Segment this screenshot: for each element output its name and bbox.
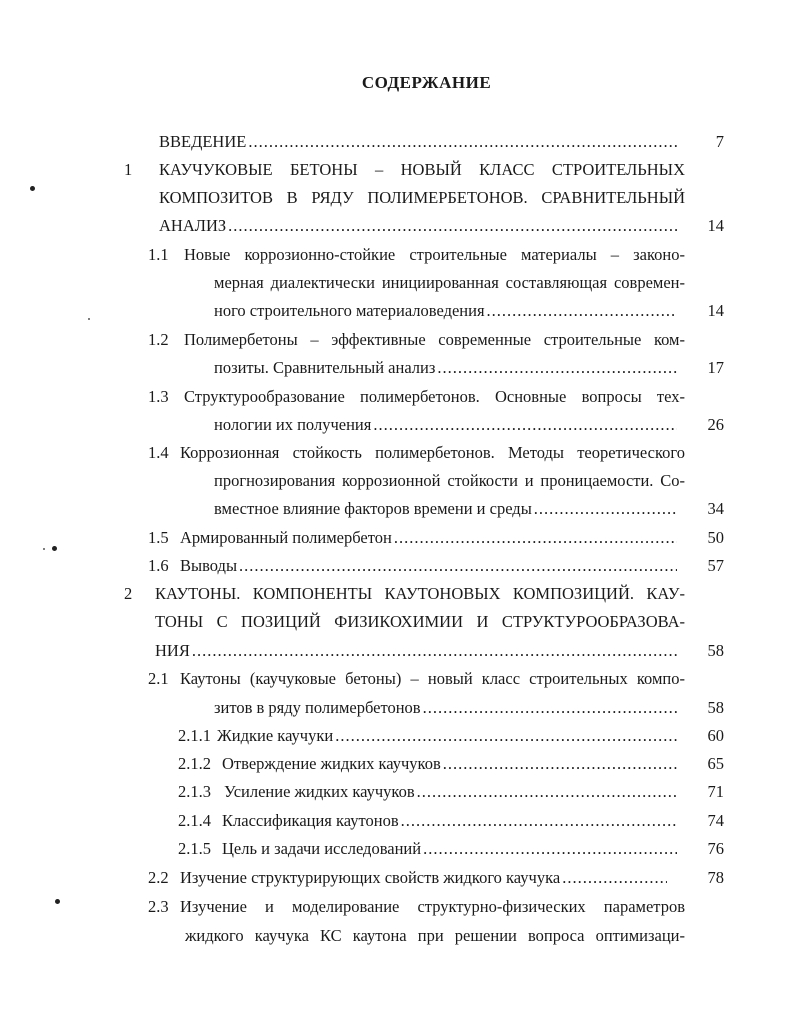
toc-entry-text[interactable]: прогнозирования коррозионной стойкости и проницаемости. Со- xyxy=(214,471,685,490)
toc-number: 2 xyxy=(124,584,133,603)
leader-dots xyxy=(394,528,677,548)
toc-entry-text: Цель и задачи исследований xyxy=(222,839,422,858)
scan-speck xyxy=(30,186,35,191)
toc-entry-1-2[interactable] xyxy=(214,358,679,378)
toc-entry-text: Усиление жидких каучуков xyxy=(224,782,415,801)
toc-page-number: 26 xyxy=(707,415,724,434)
toc-entry-text: НИЯ xyxy=(155,641,190,660)
leader-dots xyxy=(248,132,677,152)
toc-entry-2-2[interactable] xyxy=(180,868,669,888)
toc-number: 1.6 xyxy=(148,556,169,575)
toc-entry-text[interactable]: Коррозионная стойкость полимербетонов. Методы теоретического xyxy=(180,443,685,462)
toc-entry-2-1[interactable] xyxy=(214,698,679,718)
toc-number: 2.2 xyxy=(148,868,169,887)
leader-dots xyxy=(373,415,677,435)
toc-entry-1-3[interactable] xyxy=(214,415,679,435)
scan-speck xyxy=(55,899,60,904)
toc-page-number: 58 xyxy=(707,698,724,717)
toc-number: 1 xyxy=(124,160,133,179)
toc-page-number: 74 xyxy=(707,811,724,830)
toc-entry-text: Армированный полимербетон xyxy=(180,528,392,547)
toc-page-number: 76 xyxy=(707,839,724,858)
scan-speck xyxy=(43,548,45,550)
toc-page-number: 71 xyxy=(707,782,724,801)
leader-dots xyxy=(534,499,677,519)
toc-number: 2.1.1 xyxy=(178,726,211,745)
toc-number: 1.2 xyxy=(148,330,169,349)
toc-entry-1-4[interactable] xyxy=(214,499,679,519)
toc-entry-text: АНАЛИЗ xyxy=(159,216,227,235)
leader-dots xyxy=(487,301,677,321)
toc-entry-2-1-1[interactable] xyxy=(217,726,679,746)
toc-entry-1-5[interactable] xyxy=(180,528,679,548)
toc-number: 1.5 xyxy=(148,528,169,547)
toc-entry-text: Жидкие каучуки xyxy=(217,726,334,745)
toc-number: 1.1 xyxy=(148,245,169,264)
leader-dots xyxy=(417,782,677,802)
toc-number: 1.3 xyxy=(148,387,169,406)
toc-number: 2.3 xyxy=(148,897,169,916)
toc-entry-text[interactable]: Каутоны (каучуковые бетоны) – новый класс строительных компо- xyxy=(180,669,685,688)
toc-page-number: 60 xyxy=(707,726,724,745)
leader-dots xyxy=(239,556,677,576)
toc-entry-text[interactable]: КАУТОНЫ. КОМПОНЕНТЫ КАУТОНОВЫХ КОМПОЗИЦИЙ. КАУ- xyxy=(155,584,685,603)
toc-entry-intro[interactable] xyxy=(159,132,679,152)
toc-page-number: 50 xyxy=(707,528,724,547)
leader-dots xyxy=(562,868,667,888)
leader-dots xyxy=(228,216,677,236)
toc-page-number: 58 xyxy=(707,641,724,660)
toc-page-number: 65 xyxy=(707,754,724,773)
toc-number: 2.1.2 xyxy=(178,754,211,773)
toc-page-number: 17 xyxy=(707,358,724,377)
toc-entry-text[interactable]: Структурообразование полимербетонов. Основные вопросы тех- xyxy=(184,387,685,406)
toc-entry-text: позиты. Сравнительный анализ xyxy=(214,358,436,377)
toc-page-number: 78 xyxy=(707,868,724,887)
toc-entry-text[interactable]: КАУЧУКОВЫЕ БЕТОНЫ – НОВЫЙ КЛАСС СТРОИТЕЛЬНЫХ xyxy=(159,160,685,179)
scan-speck xyxy=(88,318,90,320)
toc-entry-text[interactable]: жидкого каучука КС каутона при решении вопроса оптимизаци- xyxy=(185,926,685,945)
toc-entry-1-1[interactable] xyxy=(214,301,679,321)
leader-dots xyxy=(401,811,677,831)
leader-dots xyxy=(192,641,677,661)
scan-speck xyxy=(52,546,57,551)
toc-entry-text[interactable]: КОМПОЗИТОВ В РЯДУ ПОЛИМЕРБЕТОНОВ. СРАВНИТЕЛЬНЫЙ xyxy=(159,188,685,207)
toc-entry-text: зитов в ряду полимербетонов xyxy=(214,698,421,717)
toc-number: 2.1.3 xyxy=(178,782,211,801)
toc-entry-2-1-5[interactable] xyxy=(222,839,679,859)
leader-dots xyxy=(443,754,677,774)
toc-entry-text[interactable]: Полимербетоны – эффективные современные строительные ком- xyxy=(184,330,685,349)
toc-entry-text[interactable]: Новые коррозионно-стойкие строительные материалы – законо- xyxy=(184,245,685,264)
toc-entry-text[interactable]: мерная диалектически инициированная составляющая современ- xyxy=(214,273,685,292)
leader-dots xyxy=(423,839,677,859)
toc-number: 2.1 xyxy=(148,669,169,688)
toc-number: 1.4 xyxy=(148,443,169,462)
toc-page-number: 34 xyxy=(707,499,724,518)
toc-entry-text: Классификация каутонов xyxy=(222,811,399,830)
toc-entry-text: ного строительного материаловедения xyxy=(214,301,485,320)
leader-dots xyxy=(437,358,677,378)
toc-entry-text: вместное влияние факторов времени и среды xyxy=(214,499,532,518)
toc-number: 2.1.4 xyxy=(178,811,211,830)
toc-page-number: 7 xyxy=(715,132,724,151)
toc-entry-text[interactable]: ТОНЫ С ПОЗИЦИЙ ФИЗИКОХИМИИ И СТРУКТУРООБРАЗОВА- xyxy=(155,612,685,631)
toc-entry-2-1-4[interactable] xyxy=(222,811,679,831)
toc-entry-text: ВВЕДЕНИЕ xyxy=(159,132,247,151)
toc-entry-text: Изучение структурирующих свойств жидкого каучука xyxy=(180,868,561,887)
toc-entry-1-6[interactable] xyxy=(180,556,679,576)
toc-number: 2.1.5 xyxy=(178,839,211,858)
toc-entry-chapter-1[interactable] xyxy=(159,216,679,236)
toc-page-number: 57 xyxy=(707,556,724,575)
leader-dots xyxy=(423,698,677,718)
toc-page-number: 14 xyxy=(707,301,724,320)
toc-entry-chapter-2[interactable] xyxy=(155,641,679,661)
page-title: СОДЕРЖАНИЕ xyxy=(361,73,492,92)
toc-entry-text: Отверждение жидких каучуков xyxy=(222,754,441,773)
toc-entry-text: Выводы xyxy=(180,556,238,575)
toc-entry-2-1-2[interactable] xyxy=(222,754,679,774)
toc-entry-text[interactable]: Изучение и моделирование структурно-физических параметров xyxy=(180,897,685,916)
leader-dots xyxy=(335,726,677,746)
toc-page-number: 14 xyxy=(707,216,724,235)
toc-entry-text: нологии их получения xyxy=(214,415,372,434)
toc-entry-2-1-3[interactable] xyxy=(224,782,679,802)
